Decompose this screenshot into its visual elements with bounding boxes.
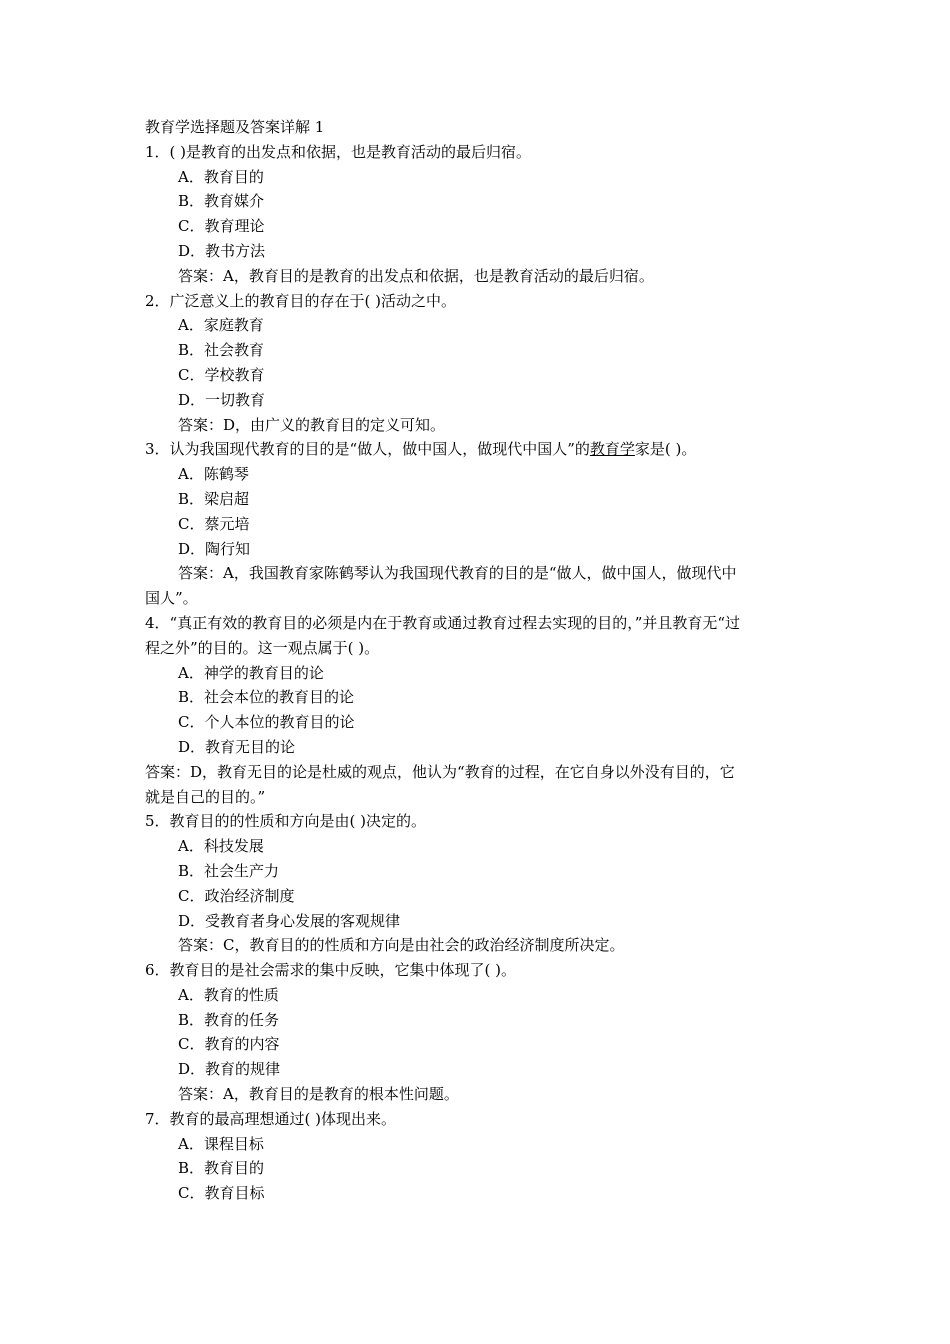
question-stem: 7．教育的最高理想通过( )体现出来。 [145,1109,397,1128]
option-c: C．学校教育 [178,365,265,384]
question-6 [145,958,810,1107]
question-stem: 1．( )是教育的出发点和依据，也是教育活动的最后归宿。 [145,142,532,161]
stem-text: 3．认为我国现代教育的目的是“做人，做中国人，做现代中国人”的 [145,440,590,459]
option-b: B．教育目的 [178,1159,265,1178]
option-c: C．教育的内容 [178,1035,280,1054]
option-a: A．家庭教育 [178,316,264,335]
answer: 答案：A，教育目的是教育的出发点和依据，也是教育活动的最后归宿。 [178,266,654,285]
option-b: B．教育媒介 [178,192,265,211]
question-2 [145,289,810,438]
option-a: A．教育目的 [178,167,264,186]
option-c: C．蔡元培 [178,514,250,533]
option-d: D．陶行知 [178,539,251,558]
question-stem-line-1: 4．“真正有效的教育目的必须是内在于教育或通过教育过程去实现的目的，”并且教育无“过 [145,613,741,632]
answer: 答案：A，教育目的是教育的根本性问题。 [178,1085,459,1104]
answer-line-1: 答案：D，教育无目的论是杜威的观点，他认为“教育的过程，在它自身以外没有目的，它 [145,762,735,781]
question-7 [145,1107,810,1206]
option-d: D．受教育者身心发展的客观规律 [178,911,401,930]
question-stem: 6．教育目的是社会需求的集中反映，它集中体现了( )。 [145,961,517,980]
option-c: C．教育理论 [178,217,265,236]
option-d: D．教育的规律 [178,1060,281,1079]
answer-line-2: 国人”。 [145,589,198,608]
option-c: C．个人本位的教育目的论 [178,713,355,732]
question-5 [145,809,810,958]
option-b: B．社会本位的教育目的论 [178,688,355,707]
stem-text: 家是( )。 [634,440,697,459]
option-c: C．教育目标 [178,1184,265,1203]
question-3 [145,437,810,611]
document-page [145,115,810,1206]
answer-line-2: 就是自己的目的。” [145,787,266,806]
education-link[interactable]: 教育学 [589,440,635,459]
question-1 [145,140,810,289]
answer: 答案：C，教育目的的性质和方向是由社会的政治经济制度所决定。 [178,936,625,955]
option-a: A．教育的性质 [178,985,279,1004]
option-a: A．课程目标 [178,1134,264,1153]
question-4 [145,611,810,809]
answer: 答案：D，由广义的教育目的定义可知。 [178,415,446,434]
question-stem [145,437,810,462]
option-d: D．一切教育 [178,390,266,409]
option-d: D．教育无目的论 [178,737,296,756]
option-b: B．社会生产力 [178,861,280,880]
option-c: C．政治经济制度 [178,886,295,905]
option-b: B．教育的任务 [178,1010,280,1029]
option-b: B．梁启超 [178,489,250,508]
option-a: A．陈鹤琴 [178,465,249,484]
question-stem: 2．广泛意义上的教育目的存在于( )活动之中。 [145,291,457,310]
document-title: 教育学选择题及答案详解 1 [145,118,325,136]
option-b: B．社会教育 [178,341,265,360]
question-stem-line-2: 程之外”的目的。这一观点属于( )。 [145,638,380,657]
option-a: A．神学的教育目的论 [178,663,324,682]
question-stem: 5．教育目的的性质和方向是由( )决定的。 [145,812,427,831]
answer-line-1: 答案：A，我国教育家陈鹤琴认为我国现代教育的目的是“做人，做中国人，做现代中 [178,564,737,583]
option-d: D．教书方法 [178,241,266,260]
option-a: A．科技发展 [178,837,264,856]
